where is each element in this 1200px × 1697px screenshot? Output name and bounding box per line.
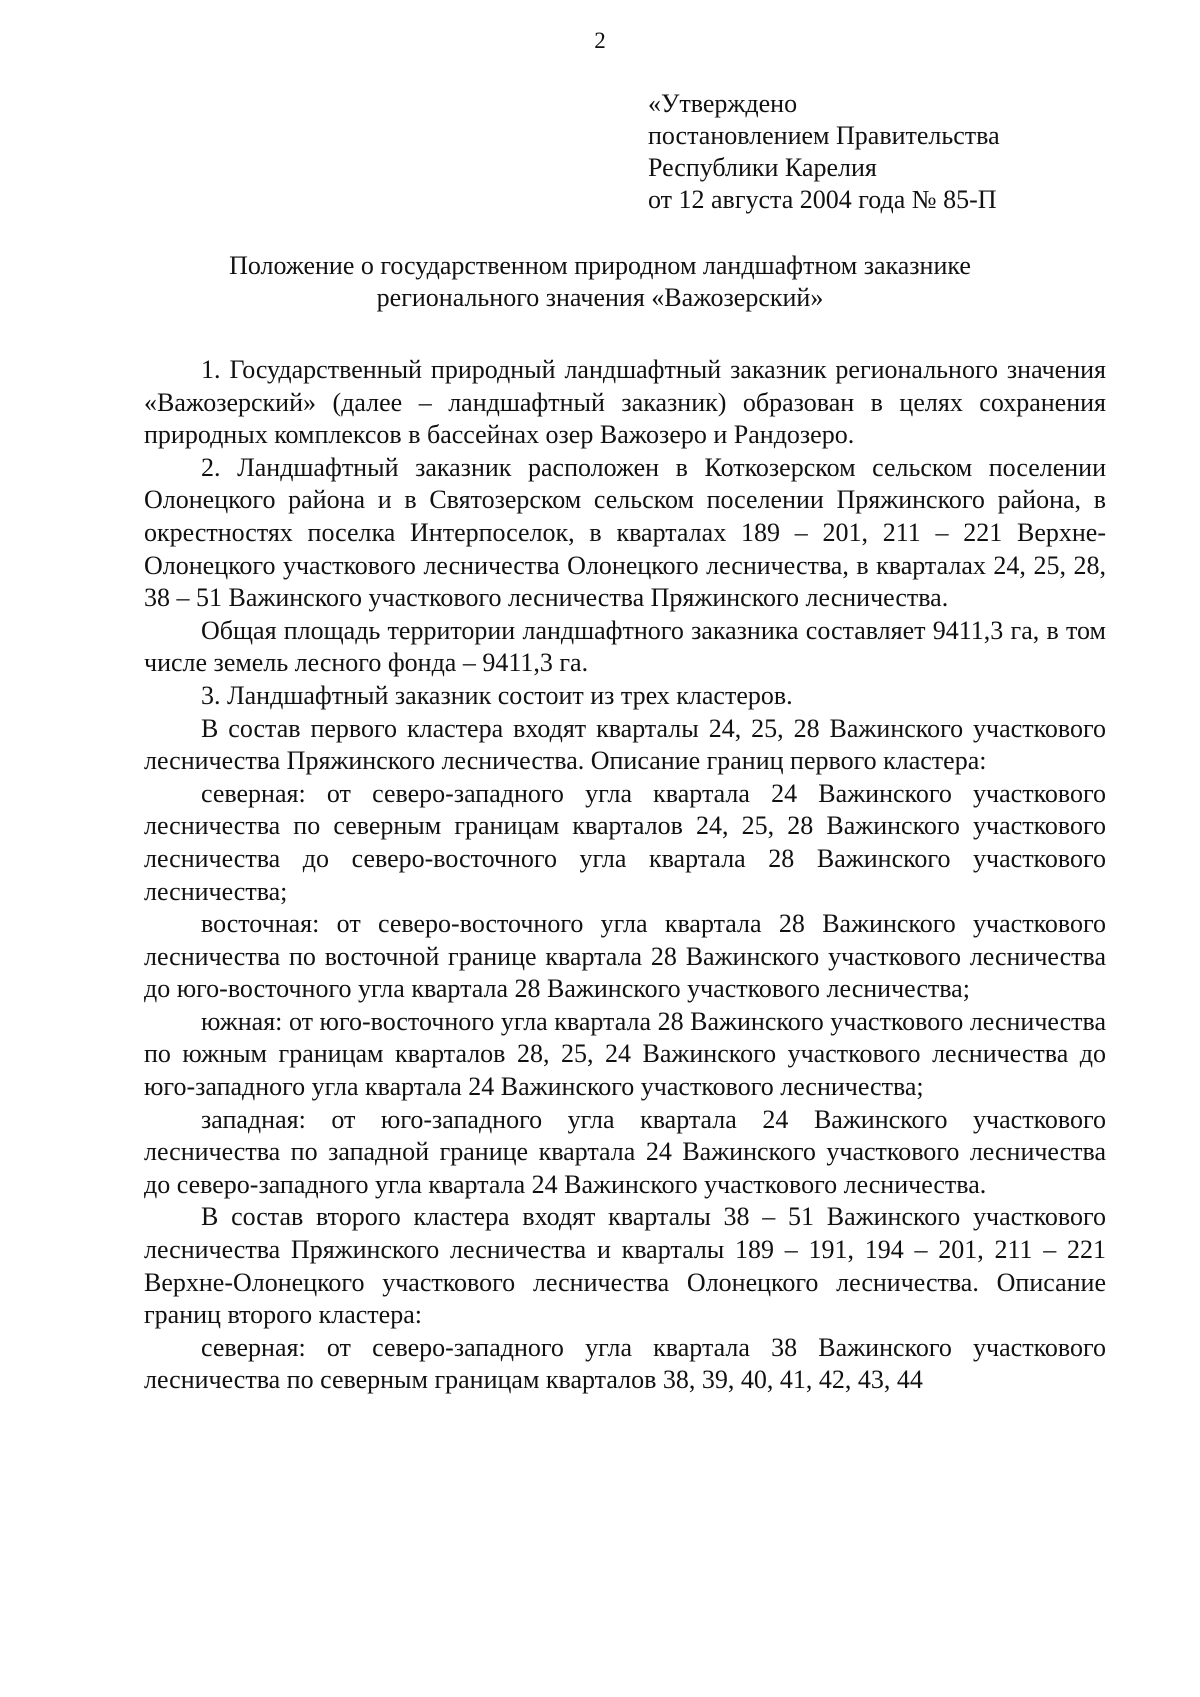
approval-line: от 12 августа 2004 года № 85-П <box>648 185 997 214</box>
paragraph-1: 1. Государственный природный ландшафтный заказник регионального значения «Важозерский» (далее – ландшафтный заказник) образован в целях сохранения природных комплексов в бассейнах озер Важозеро и Рандозеро. <box>144 355 1106 450</box>
paragraph-3: 3. Ландшафтный заказник состоит из трех кластеров. <box>201 680 793 710</box>
paragraph-cluster-2: В состав второго кластера входят кварталы 38 – 51 Важинского участкового лесничества Пряжинского лесничества и кварталы 189 – 191, 194 – 201, 211 – 221 Верхне-Олонецкого участкового лесничества Олонецкого лесничества. Описание границ второго кластера: <box>144 1202 1106 1330</box>
paragraph-cluster-1-west: западная: от юго-западного угла квартала 24 Важинского участкового лесничества по западной границе квартала 24 Важинского участкового лесничества до северо-западного угла квартала 24 Важинского участкового лесничества. <box>144 1104 1106 1199</box>
document-title <box>0 250 1200 314</box>
paragraph-2: 2. Ландшафтный заказник расположен в Коткозерском сельском поселении Олонецкого района и в Святозерском сельском поселении Пряжинского района, в окрестностях поселка Интерпоселок, в кварталах 189 – 201, 211 – 221 Верхне-Олонецкого участкового лесничества Олонецкого лесничества, в кварталах 24, 25, 28, 38 – 51 Важинского участкового лесничества Пряжинского лесничества. <box>144 452 1106 613</box>
paragraph-area: Общая площадь территории ландшафтного заказника составляет 9411,3 га, в том числе земель лесного фонда – 9411,3 га. <box>144 615 1106 678</box>
page-number: 2 <box>594 28 606 53</box>
title-line: регионального значения «Важозерский» <box>376 283 824 312</box>
paragraph-cluster-1-north: северная: от северо-западного угла квартала 24 Важинского участкового лесничества по северным границам кварталов 24, 25, 28 Важинского участкового лесничества до северо-восточного угла квартала 28 Важинского участкового лесничества; <box>144 778 1106 906</box>
document-body <box>144 354 1106 1397</box>
approval-line: Республики Карелия <box>648 153 877 182</box>
approval-stamp <box>648 88 1000 216</box>
paragraph-cluster-1-east: восточная: от северо-восточного угла квартала 28 Важинского участкового лесничества по восточной границе квартала 28 Важинского участкового лесничества до юго-восточного угла квартала 28 Важинского участкового лесничества; <box>144 909 1106 1004</box>
approval-line: постановлением Правительства <box>648 121 1000 150</box>
paragraph-cluster-1: В состав первого кластера входят кварталы 24, 25, 28 Важинского участкового лесничества Пряжинского лесничества. Описание границ первого кластера: <box>144 713 1106 776</box>
title-line: Положение о государственном природном ландшафтном заказнике <box>229 251 971 280</box>
paragraph-cluster-1-south: южная: от юго-восточного угла квартала 28 Важинского участкового лесничества по южным границам кварталов 28, 25, 24 Важинского участкового лесничества до юго-западного угла квартала 24 Важинского участкового лесничества; <box>144 1006 1106 1102</box>
paragraph-cluster-2-north: северная: от северо-западного угла квартала 38 Важинского участкового лесничества по северным границам кварталов 38, 39, 40, 41, 42, 43, 44 <box>144 1332 1106 1395</box>
approval-line: «Утверждено <box>648 89 798 118</box>
